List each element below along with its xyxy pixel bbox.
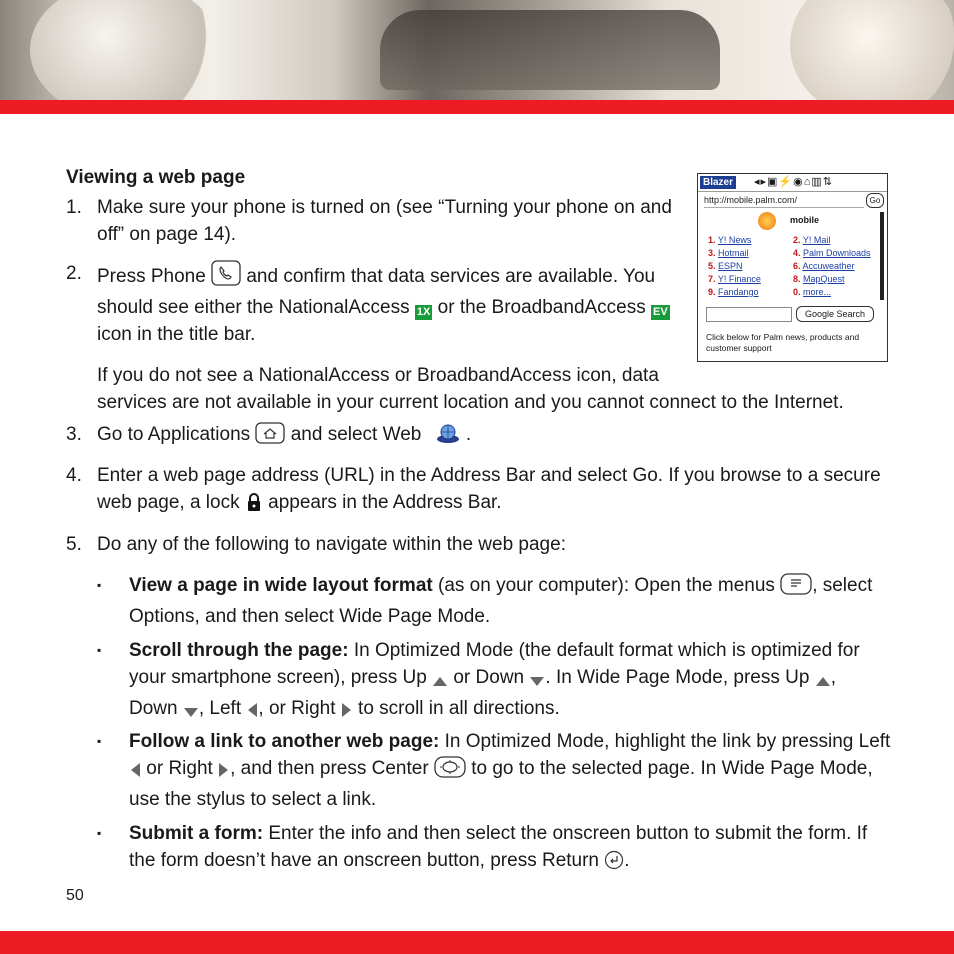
bullet-text: In Optimized Mode, highlight the link by pressing Left (439, 731, 891, 752)
link-list (708, 234, 878, 299)
photo-person-right (790, 0, 954, 100)
link-number: 7. (708, 274, 716, 284)
top-red-rule (0, 100, 954, 114)
bullet-text: to go to the selected page. In Wide Page Mode, (471, 758, 873, 779)
go-button: Go (866, 193, 884, 208)
step-number: 3. (66, 424, 82, 445)
link-item: Accuweather (802, 261, 855, 271)
link-number: 2. (793, 235, 801, 245)
toolbar-icons: ◂▸▣⚡◉⌂▥⇅ (754, 176, 833, 188)
bullet-text: , select (812, 575, 873, 596)
photo-person-left (30, 0, 220, 100)
bullet-title: Submit a form: (129, 823, 264, 844)
bullet-text: , Left (198, 698, 242, 719)
web-globe-icon (435, 422, 461, 452)
step-text: Enter a web page address (URL) in the Address Bar and select Go. If you browse to a secure (97, 465, 881, 486)
link-row (708, 273, 878, 286)
link-item: Y! News (717, 235, 752, 245)
bullet-text: , (830, 667, 836, 688)
bullet-text: the form doesn’t have an onscreen button, press Return (129, 850, 599, 871)
bullet-title: Scroll through the page: (129, 640, 349, 661)
bullet-text: , and then press Center (230, 758, 429, 779)
up-arrow-icon (432, 668, 448, 695)
link-number: 1. (708, 235, 716, 245)
right-arrow-icon (218, 759, 230, 786)
step-text: Press Phone (97, 266, 206, 287)
phone-key-icon (211, 260, 241, 294)
mobile-label: mobile (790, 215, 820, 225)
scrollbar (880, 212, 884, 300)
link-number: 0. (793, 287, 801, 297)
link-row (708, 286, 878, 299)
section-heading: Viewing a web page (66, 167, 246, 188)
menu-key-icon (780, 573, 812, 603)
link-row (708, 234, 878, 247)
step-text: . (465, 424, 472, 445)
step-text: or the BroadbandAccess (437, 297, 646, 318)
link-item: Fandango (718, 287, 759, 297)
bullet-text: or Right (146, 758, 213, 779)
link-row (708, 260, 878, 273)
footer-text: Click below for Palm news, products and customer support (706, 332, 860, 353)
link-number: 8. (793, 274, 801, 284)
step-number: 4. (66, 465, 82, 486)
link-number: 4. (793, 248, 801, 258)
step-text: and select Web (290, 424, 422, 445)
left-arrow-icon (246, 699, 258, 726)
step-text: off” on page 14). (97, 224, 237, 245)
right-arrow-icon (341, 699, 353, 726)
step-number: 5. (66, 534, 82, 555)
blazer-browser-screenshot (697, 173, 888, 362)
bullet-mark: ▪ (97, 643, 102, 657)
bullet-text: to scroll in all directions. (358, 698, 560, 719)
link-number: 3. (708, 248, 716, 258)
bullet-text: Options, and then select Wide Page Mode. (129, 606, 491, 627)
bullet-text: Down (129, 698, 178, 719)
step-text: icon in the title bar. (97, 324, 256, 345)
badge-ev-label: EV (653, 306, 668, 318)
applications-home-icon (255, 422, 285, 452)
national-access-1x-icon (415, 305, 432, 320)
lock-icon (245, 492, 263, 520)
bullet-title: View a page in wide layout format (129, 575, 433, 596)
bullet-text: your smartphone screen), press Up (129, 667, 427, 688)
step-number: 2. (66, 263, 82, 284)
link-item: MapQuest (803, 274, 845, 284)
step-text: web page, a lock (97, 492, 240, 513)
link-item: Palm Downloads (803, 248, 871, 258)
broadband-access-ev-icon (651, 305, 670, 320)
center-key-icon (434, 756, 466, 786)
address-bar: http://mobile.palm.com/ (704, 194, 864, 208)
palm-logo-icon (758, 212, 776, 230)
link-item: Hotmail (718, 248, 749, 258)
bullet-text: or Down (453, 667, 525, 688)
bottom-red-rule (0, 931, 954, 954)
step-note: If you do not see a NationalAccess or BroadbandAccess icon, data (97, 365, 659, 386)
link-item: Y! Finance (717, 274, 761, 284)
link-row (708, 247, 878, 260)
bullet-text: (as on your computer): Open the menus (432, 575, 775, 596)
badge-1x-label: 1X (416, 306, 431, 318)
link-item: ESPN (718, 261, 743, 271)
left-arrow-icon (129, 759, 141, 786)
bullet-mark: ▪ (97, 826, 102, 840)
bullet-mark: ▪ (97, 734, 102, 748)
browser-brand: Blazer (700, 176, 736, 189)
step-text: Do any of the following to navigate within the web page: (97, 534, 566, 555)
bullet-title: Follow a link to another web page: (129, 731, 440, 752)
bullet-text: Enter the info and then select the onscreen button to submit the form. If (263, 823, 868, 844)
link-item: more... (803, 287, 832, 297)
google-search-button: Google Search (796, 306, 874, 322)
down-arrow-icon (183, 699, 199, 726)
search-input (706, 307, 792, 322)
link-number: 5. (708, 261, 716, 271)
step-text: Make sure your phone is turned on (see “Turning your phone on and (97, 197, 672, 218)
link-number: 6. (793, 261, 801, 271)
link-number: 9. (708, 287, 716, 297)
browser-title-bar (698, 174, 887, 192)
return-key-icon (604, 850, 624, 878)
bullet-text: . (624, 850, 630, 871)
down-arrow-icon (529, 668, 545, 695)
link-item: Y! Mail (802, 235, 831, 245)
bullet-mark: ▪ (97, 578, 102, 592)
bullet-text: , or Right (258, 698, 336, 719)
up-arrow-icon (815, 668, 831, 695)
step-text: and confirm that data services are available. You (246, 266, 656, 287)
step-text: should see either the NationalAccess (97, 297, 410, 318)
step-note: services are not available in your current location and you cannot connect to the Internet. (97, 392, 844, 413)
step-text: Go to Applications (97, 424, 251, 445)
photo-car-seat (380, 10, 720, 90)
step-text: appears in the Address Bar. (268, 492, 502, 513)
page-number: 50 (66, 887, 84, 904)
step-number: 1. (66, 197, 82, 218)
header-photo-banner (0, 0, 954, 100)
bullet-text: In Optimized Mode (the default format which is optimized for (348, 640, 860, 661)
bullet-text: . In Wide Page Mode, press Up (545, 667, 810, 688)
bullet-text: use the stylus to select a link. (129, 789, 377, 810)
